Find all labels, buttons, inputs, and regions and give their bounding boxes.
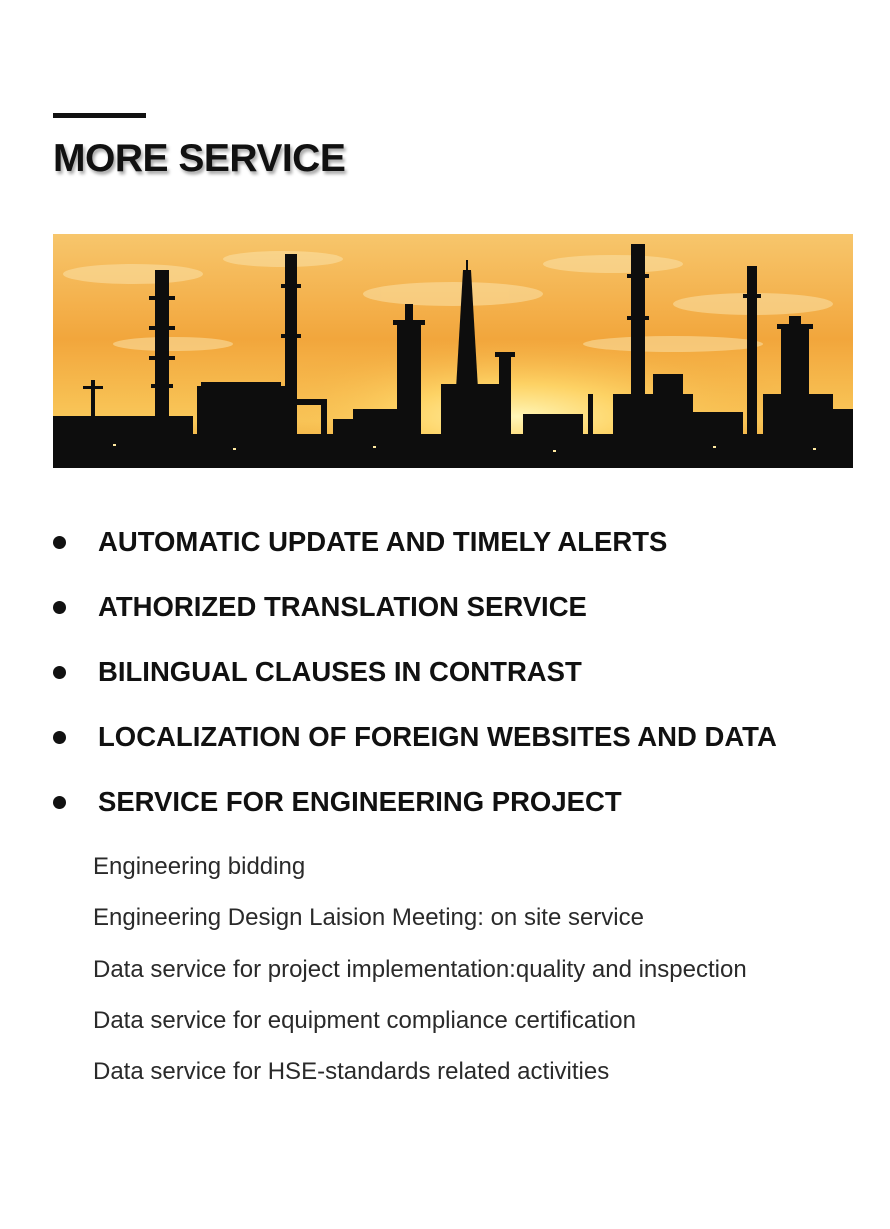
page-title: MORE SERVICE xyxy=(53,137,346,180)
service-label: AUTOMATIC UPDATE AND TIMELY ALERTS xyxy=(98,526,668,557)
service-label: BILINGUAL CLAUSES IN CONTRAST xyxy=(98,656,582,687)
engineering-subservice-list xyxy=(93,849,747,1105)
subservice-item: Engineering bidding xyxy=(93,853,306,880)
banner-image xyxy=(53,234,853,468)
subservice-item: Data service for project implementation:quality and inspection xyxy=(93,955,747,983)
title-rule xyxy=(53,113,146,118)
service-label: LOCALIZATION OF FOREIGN WEBSITES AND DATA xyxy=(98,721,777,752)
bullet-icon xyxy=(53,796,66,809)
subservice-item: Data service for HSE-standards related activities xyxy=(93,1058,610,1086)
subservice-item: Data service for equipment compliance certification xyxy=(93,1006,636,1034)
bullet-icon xyxy=(53,601,66,614)
bullet-icon xyxy=(53,666,66,679)
bullet-icon xyxy=(53,731,66,744)
subservice-item: Engineering Design Laision Meeting: on site service xyxy=(93,904,644,932)
bullet-icon xyxy=(53,536,66,549)
refinery-illustration xyxy=(53,234,853,468)
service-label: SERVICE FOR ENGINEERING PROJECT xyxy=(98,786,622,817)
service-label: ATHORIZED TRANSLATION SERVICE xyxy=(98,591,587,622)
